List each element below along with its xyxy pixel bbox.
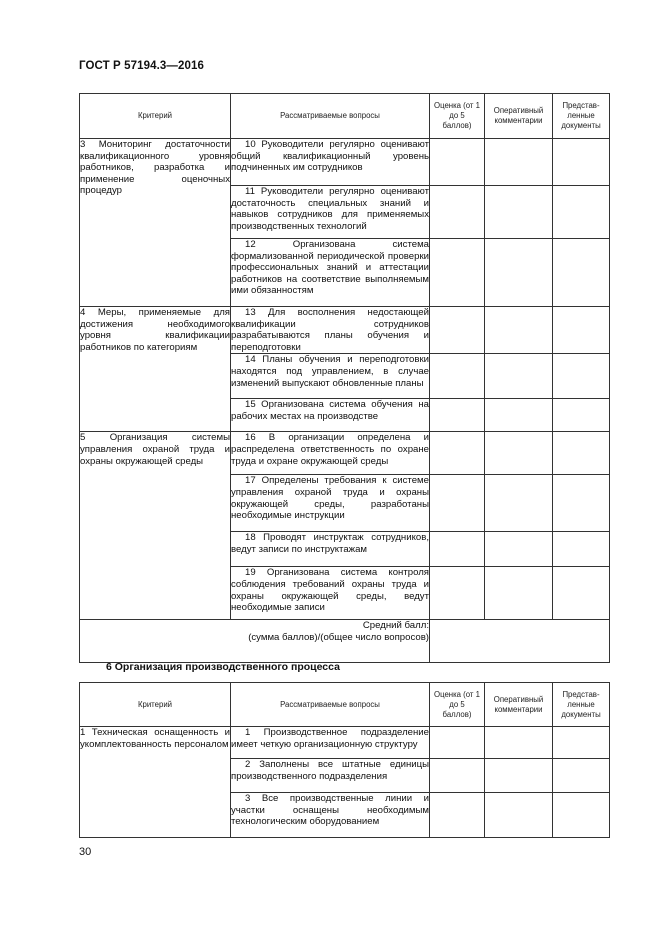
question-cell: 14 Планы обучения и переподготовки находятся под управлением, в случае изменений выпускают обновленные планы — [231, 354, 430, 399]
column-header-documents: Представ-ленные документы — [553, 94, 610, 139]
comment-cell[interactable] — [485, 186, 553, 239]
documents-cell[interactable] — [553, 759, 610, 793]
score-cell[interactable] — [430, 186, 485, 239]
comment-cell[interactable] — [485, 239, 553, 307]
question-cell: 10 Руководители регулярно оценивают общий квалификационный уровень подчиненных им сотрудников — [231, 139, 430, 186]
score-cell[interactable] — [430, 727, 485, 759]
comment-cell[interactable] — [485, 307, 553, 354]
column-header-criterion: Критерий — [80, 683, 231, 727]
score-cell[interactable] — [430, 354, 485, 399]
documents-cell[interactable] — [553, 354, 610, 399]
question-cell: 17 Определены требования к системе управления охраной труда и охраны окружающей среды, разработаны необходимые инструкции — [231, 475, 430, 532]
question-cell: 15 Организована система обучения на рабочих местах на производстве — [231, 399, 430, 432]
question-cell: 11 Руководители регулярно оценивают достаточность специальных знаний и навыков сотрудников для применяемых производственных технологий — [231, 186, 430, 239]
score-cell[interactable] — [430, 475, 485, 532]
documents-cell[interactable] — [553, 567, 610, 620]
score-cell[interactable] — [430, 399, 485, 432]
documents-cell[interactable] — [553, 139, 610, 186]
question-cell: 2 Заполнены все штатные единицы производственного подразделения — [231, 759, 430, 793]
comment-cell[interactable] — [485, 759, 553, 793]
table-row — [80, 139, 610, 186]
column-header-comments: Оперативный комментарии — [485, 94, 553, 139]
question-cell: 13 Для восполнения недостающей квалификации сотрудников разрабатываются планы обучения и переподготовки — [231, 307, 429, 353]
comment-cell[interactable] — [485, 567, 553, 620]
documents-cell[interactable] — [553, 532, 610, 567]
column-header-questions: Рассматриваемые вопросы — [231, 94, 430, 139]
column-header-score: Оценка (от 1 до 5 баллов) — [430, 683, 485, 727]
criterion-cell: 1 Техническая оснащенность и укомплектованность персоналом — [80, 727, 231, 838]
score-cell[interactable] — [430, 239, 485, 307]
evaluation-table-1 — [79, 93, 610, 663]
comment-cell[interactable] — [485, 475, 553, 532]
column-header-score: Оценка (от 1 до 5 баллов) — [430, 94, 485, 139]
criterion-cell: 4 Меры, применяемые для достижения необходимого уровня квалификации работников по категориям — [80, 307, 231, 432]
score-cell[interactable] — [430, 567, 485, 620]
comment-cell[interactable] — [485, 354, 553, 399]
table-row — [80, 432, 610, 475]
page-number: 30 — [79, 846, 92, 858]
table-row — [80, 727, 610, 759]
comment-cell[interactable] — [485, 727, 553, 759]
question-cell: 16 В организации определена и распределена ответственность по охране труда и охране окружающей среды — [231, 432, 430, 475]
question-cell: 3 Все производственные линии и участки оснащены необходимым технологическим оборудованием — [231, 793, 430, 838]
document-header: ГОСТ Р 57194.3—2016 — [79, 60, 204, 72]
documents-cell[interactable] — [553, 793, 610, 838]
criterion-cell: 5 Организация системы управления охраной труда и охраны окружающей среды — [80, 432, 231, 620]
question-cell: 12 Организована система формализованной периодической проверки профессиональных знаний и аттестации работников на соответствие выполняемым ими обязанностям — [231, 239, 430, 307]
documents-cell[interactable] — [553, 307, 610, 354]
comment-cell[interactable] — [485, 793, 553, 838]
score-cell[interactable] — [430, 307, 485, 354]
evaluation-table-2 — [79, 682, 610, 838]
score-cell[interactable] — [430, 532, 485, 567]
table-header-row — [80, 94, 610, 139]
column-header-documents: Представ-ленные документы — [553, 683, 610, 727]
table-header-row — [80, 683, 610, 727]
column-header-comments: Оперативный комментарии — [485, 683, 553, 727]
question-cell: 1 Производственное подразделение имеет четкую организационную структуру — [231, 727, 430, 759]
documents-cell[interactable] — [553, 475, 610, 532]
comment-cell[interactable] — [485, 399, 553, 432]
question-cell: 18 Проводят инструктаж сотрудников, ведут записи по инструктажам — [231, 532, 430, 567]
comment-cell[interactable] — [485, 139, 553, 186]
comment-cell[interactable] — [485, 432, 553, 475]
table-row — [80, 307, 610, 354]
documents-cell[interactable] — [553, 432, 610, 475]
documents-cell[interactable] — [553, 399, 610, 432]
documents-cell[interactable] — [553, 727, 610, 759]
section-title: 6 Организация производственного процесса — [106, 661, 340, 673]
score-cell[interactable] — [430, 432, 485, 475]
average-score-label: Средний балл: (сумма баллов)/(общее число вопросов) — [80, 620, 430, 663]
documents-cell[interactable] — [553, 186, 610, 239]
comment-cell[interactable] — [485, 532, 553, 567]
average-score-value-cell[interactable] — [430, 620, 610, 663]
score-cell[interactable] — [430, 759, 485, 793]
column-header-criterion: Критерий — [80, 94, 231, 139]
score-cell[interactable] — [430, 139, 485, 186]
question-cell: 19 Организована система контроля соблюдения требований охраны труда и охраны окружающей среды, ведут необходимые записи — [231, 567, 430, 620]
average-score-row — [80, 620, 610, 663]
criterion-cell: 3 Мониторинг достаточности квалификационного уровня работников, разработка и применение оценочных процедур — [80, 139, 231, 307]
column-header-questions: Рассматриваемые вопросы — [231, 683, 430, 727]
documents-cell[interactable] — [553, 239, 610, 307]
score-cell[interactable] — [430, 793, 485, 838]
